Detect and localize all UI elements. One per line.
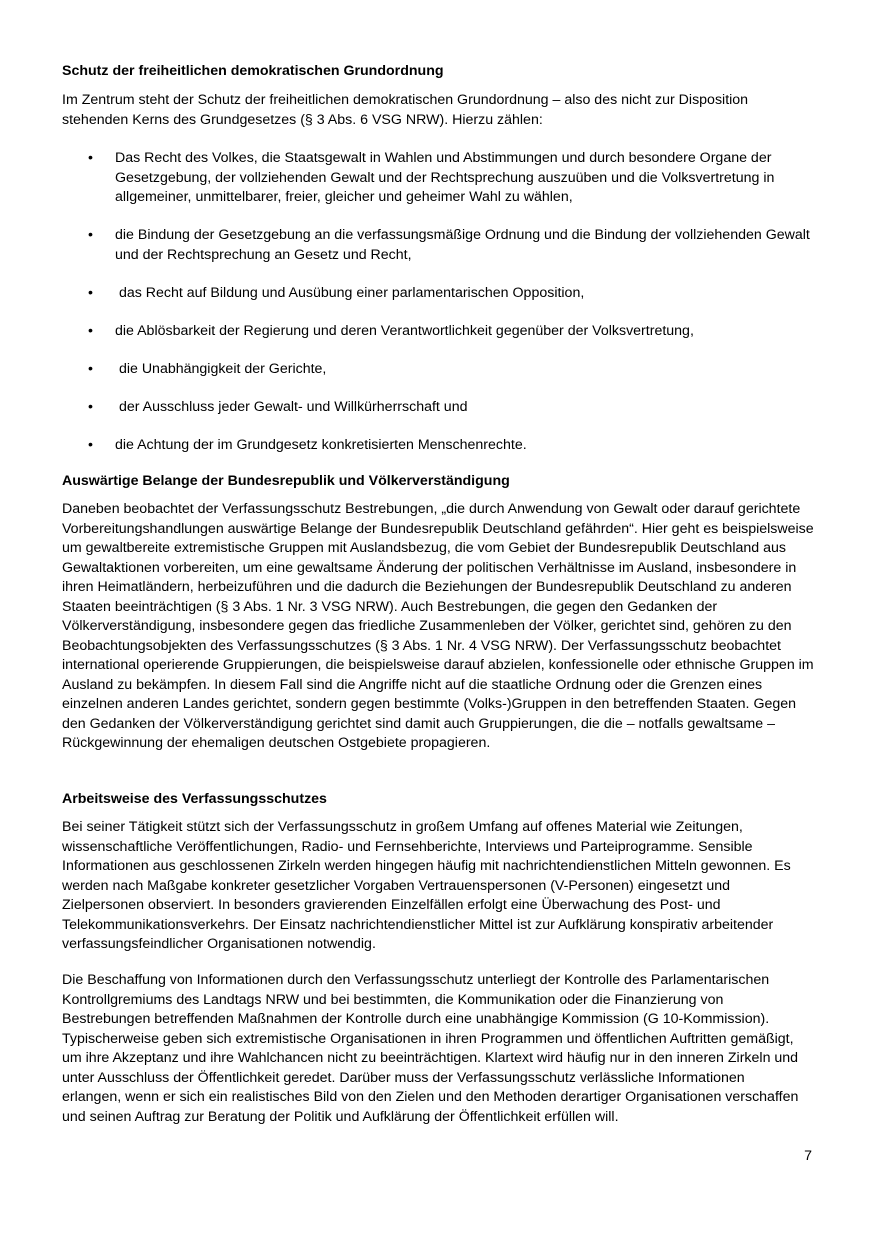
section-heading-methods: Arbeitsweise des Verfassungsschutzes	[62, 791, 327, 807]
list-item-text: die Ablösbarkeit der Regierung und deren Verantwortlichkeit gegenüber der Volksvertretung,	[115, 323, 694, 339]
bullet-icon: •	[88, 399, 93, 415]
section-paragraph-methods-2: Die Beschaffung von Informationen durch den Verfassungsschutz unterliegt der Kontrolle des Parlamentarischen Kontrollgremiums des Landtags NRW und bei bestimmten, die Kommunikation oder die Finanzierung von Bestrebungen betreffenden Maßnahmen der Kontrolle durch eine unabhängige Kommission (G 10-Kommission). Typischerweise geben sich extremistische Organisationen in ihren Programmen und öffentlichen Auftritten gemäßigt, um ihre Akzeptanz und ihre Wahlchancen nicht zu beeinträchtigen. Klartext wird häufig nur in den inneren Zirkeln und unter Ausschluss der Öffentlichkeit geredet. Darüber muss der Verfassungsschutz verlässliche Informationen erlangen, wenn er sich ein realistisches Bild von den Zielen und den Methoden derartiger Organisationen verschaffen und seinen Auftrag zur Beratung der Politik und Aufklärung der Öffentlichkeit erfüllen will.	[62, 972, 799, 1125]
list-item-text: die Bindung der Gesetzgebung an die verfassungsmäßige Ordnung und die Bindung der vollziehenden Gewalt und der Rechtsprechung an Gesetz und Recht,	[115, 227, 810, 263]
bullet-icon: •	[88, 437, 93, 453]
list-item-text: die Unabhängigkeit der Gerichte,	[115, 361, 327, 377]
bullet-icon: •	[88, 323, 93, 339]
list-item	[62, 149, 815, 208]
list-item	[62, 360, 815, 380]
section-paragraph-methods-1: Bei seiner Tätigkeit stützt sich der Verfassungsschutz in großem Umfang auf offenes Material wie Zeitungen, wissenschaftliche Veröffentlichungen, Radio- und Fernsehberichte, Interviews und Parteiprogramme. Sensible Informationen aus geschlossenen Zirkeln werden hingegen häufig mit nachrichtendienstlichen Mitteln gewonnen. Es werden nach Maßgabe konkreter gesetzlicher Vorgaben Vertrauenspersonen (V-Personen) eingesetzt und Zielpersonen observiert. In besonders gravierenden Einzelfällen erfolgt eine Überwachung des Post- und Telekommunikationsverkehrs. Der Einsatz nachrichtendienstlicher Mittel ist zur Aufklärung konspirativ arbeitender verfassungsfeindlicher Organisationen notwendig.	[62, 819, 791, 952]
list-item	[62, 226, 815, 265]
section-intro-fdgo: Im Zentrum steht der Schutz der freiheitlichen demokratischen Grundordnung – also des nicht zur Disposition stehenden Kerns des Grundgesetzes (§ 3 Abs. 6 VSG NRW). Hierzu zählen:	[62, 92, 749, 128]
bullet-icon: •	[88, 285, 93, 301]
list-item	[62, 398, 815, 418]
list-item-text: der Ausschluss jeder Gewalt- und Willkürherrschaft und	[115, 399, 468, 415]
bullet-icon: •	[88, 227, 93, 243]
list-item-text: das Recht auf Bildung und Ausübung einer parlamentarischen Opposition,	[115, 285, 585, 301]
bullet-icon: •	[88, 150, 93, 166]
list-item	[62, 322, 815, 342]
list-item-text: Das Recht des Volkes, die Staatsgewalt in Wahlen und Abstimmungen und durch besondere Organe der Gesetzgebung, der vollziehenden Gewalt und der Rechtsprechung auszuüben und die Volksvertretung in allgemeiner, unmittelbarer, freier, gleicher und geheimer Wahl zu wählen,	[115, 150, 775, 205]
page-number: 7	[804, 1148, 812, 1164]
bullet-icon: •	[88, 361, 93, 377]
section-heading-foreign-affairs: Auswärtige Belange der Bundesrepublik und Völkerverständigung	[62, 473, 510, 489]
section-heading-fdgo: Schutz der freiheitlichen demokratischen Grundordnung	[62, 63, 444, 79]
list-item	[62, 436, 815, 456]
list-item-text: die Achtung der im Grundgesetz konkretisierten Menschenrechte.	[115, 437, 527, 453]
list-item	[62, 284, 815, 304]
section-paragraph-foreign-affairs: Daneben beobachtet der Verfassungsschutz Bestrebungen, „die durch Anwendung von Gewalt oder darauf gerichtete Vorbereitungshandlungen auswärtige Belange der Bundesrepublik Deutschland gefährden“. Hier geht es beispielsweise um gewaltbereite extremistische Gruppen mit Auslandsbezug, die vom Gebiet der Bundesrepublik Deutschland aus Gewaltaktionen vorbereiten, um eine gewaltsame Änderung der politischen Verhältnisse im Ausland, insbesondere in ihren Heimatländern, herbeizuführen und die dadurch die Beziehungen der Bundesrepublik Deutschland zu anderen Staaten beeinträchtigen (§ 3 Abs. 1 Nr. 3 VSG NRW). Auch Bestrebungen, die gegen den Gedanken der Völkerverständigung, insbesondere gegen das friedliche Zusammenleben der Völker, gerichtet sind, gehören zu den Beobachtungsobjekten des Verfassungsschutzes (§ 3 Abs. 1 Nr. 4 VSG NRW). Der Verfassungsschutz beobachtet international operierende Gruppierungen, die beispielsweise darauf abzielen, konfessionelle oder ethnische Gruppen im Ausland zu bekämpfen. In diesem Fall sind die Angriffe nicht auf die staatliche Ordnung oder die Grenzen eines einzelnen anderen Landes gerichtet, sondern gegen bestimmte (Volks-)Gruppen in den betreffenden Staaten. Gegen den Gedanken der Völkerverständigung gerichtet sind damit auch Gruppierungen, die die – notfalls gewaltsame – Rückgewinnung der ehemaligen deutschen Ostgebiete propagieren.	[62, 501, 814, 751]
